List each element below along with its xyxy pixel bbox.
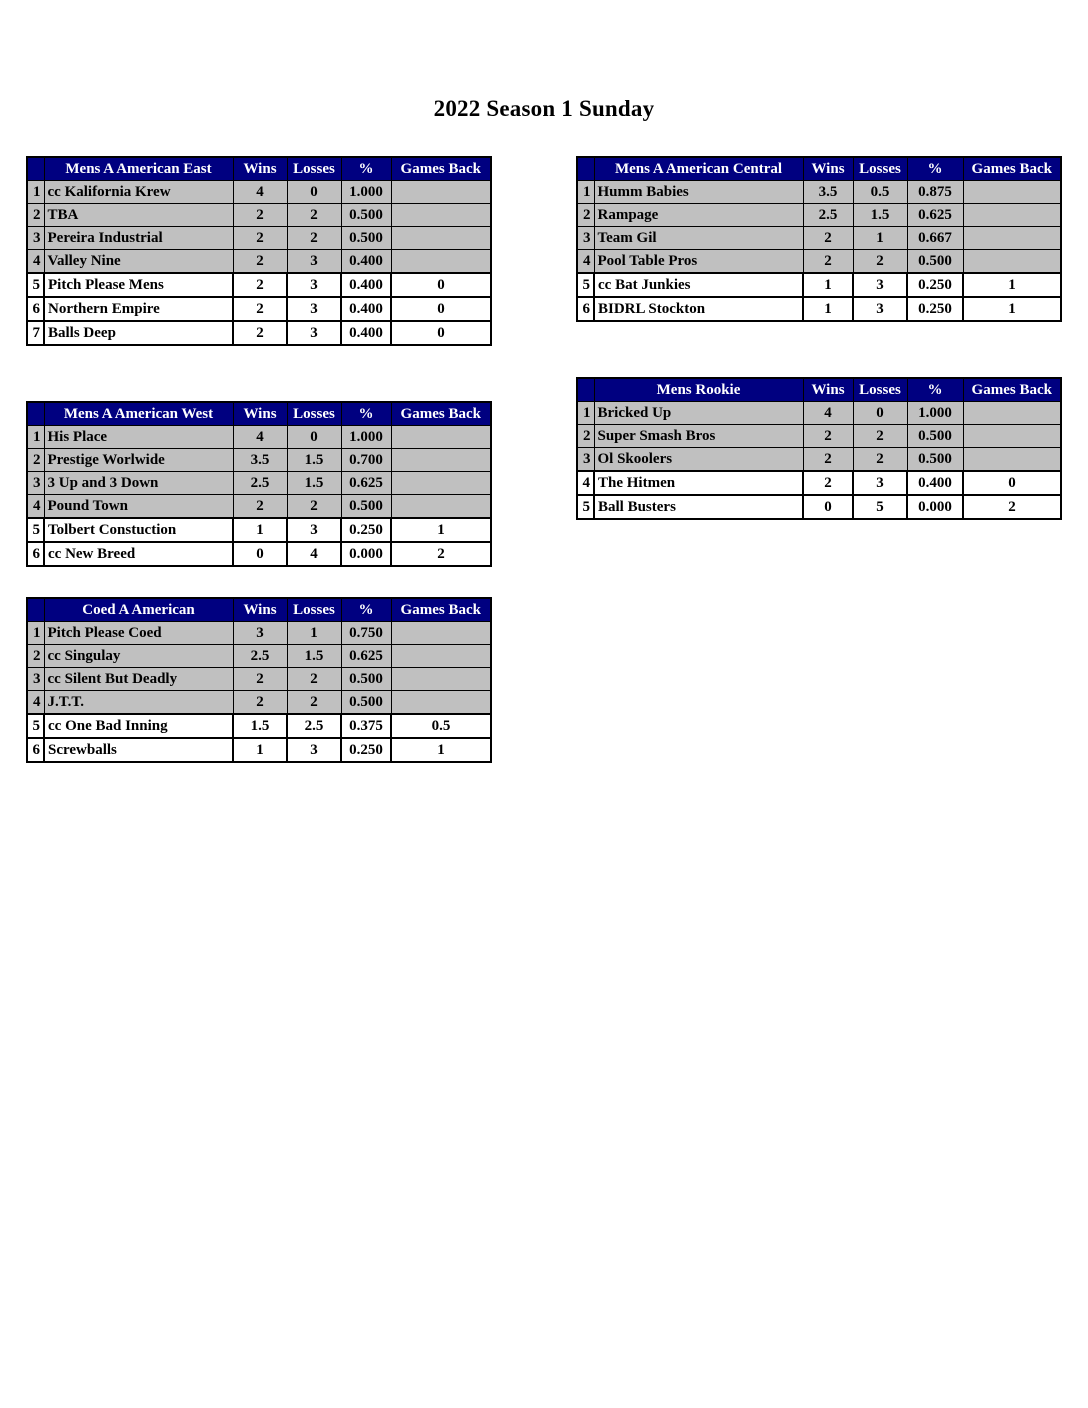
- pct-cell: 0.250: [907, 297, 963, 321]
- pct-column-header: %: [907, 378, 963, 402]
- team-name-cell: Valley Nine: [44, 250, 233, 274]
- rank-cell: 6: [27, 297, 44, 321]
- wins-column-header: Wins: [233, 402, 287, 426]
- games-back-cell: [963, 448, 1061, 472]
- team-name-cell: Pound Town: [44, 495, 233, 519]
- rank-cell: 1: [27, 622, 44, 645]
- games-back-cell: [963, 425, 1061, 448]
- team-name-cell: Ol Skoolers: [594, 448, 803, 472]
- team-name-cell: Bricked Up: [594, 402, 803, 425]
- team-name-cell: TBA: [44, 204, 233, 227]
- wins-column-header: Wins: [233, 598, 287, 622]
- wins-cell: 2.5: [803, 204, 853, 227]
- games-back-cell: 1: [963, 273, 1061, 297]
- team-row: [27, 714, 491, 738]
- wins-cell: 4: [233, 181, 287, 204]
- losses-cell: 2: [287, 204, 341, 227]
- wins-cell: 2: [233, 297, 287, 321]
- losses-cell: 3: [287, 321, 341, 345]
- losses-column-header: Losses: [853, 378, 907, 402]
- losses-cell: 3: [853, 297, 907, 321]
- rank-cell: 1: [27, 181, 44, 204]
- team-name-cell: Rampage: [594, 204, 803, 227]
- pct-column-header: %: [907, 157, 963, 181]
- wins-cell: 1: [233, 518, 287, 542]
- pct-cell: 0.000: [341, 542, 391, 566]
- team-row: [577, 227, 1061, 250]
- pct-column-header: %: [341, 402, 391, 426]
- wins-cell: 2: [233, 691, 287, 715]
- games-back-cell: 2: [963, 495, 1061, 519]
- header-row: [577, 378, 1061, 402]
- team-row: [577, 425, 1061, 448]
- team-name-cell: The Hitmen: [594, 471, 803, 495]
- losses-column-header: Losses: [287, 157, 341, 181]
- wins-column-header: Wins: [803, 157, 853, 181]
- games-back-cell: [391, 250, 491, 274]
- wins-column-header: Wins: [803, 378, 853, 402]
- team-row: [577, 471, 1061, 495]
- team-row: [577, 273, 1061, 297]
- team-name-cell: His Place: [44, 426, 233, 449]
- pct-cell: 0.625: [341, 645, 391, 668]
- team-row: [27, 204, 491, 227]
- losses-cell: 0: [287, 426, 341, 449]
- wins-cell: 3: [233, 622, 287, 645]
- team-row: [27, 181, 491, 204]
- pct-cell: 0.875: [907, 181, 963, 204]
- table-container-mens-rookie: [576, 377, 1060, 520]
- games-back-cell: [391, 472, 491, 495]
- rank-cell: 2: [27, 449, 44, 472]
- standings-table: [26, 597, 492, 763]
- pct-cell: 1.000: [341, 426, 391, 449]
- team-row: [27, 297, 491, 321]
- losses-cell: 2: [287, 691, 341, 715]
- rank-cell: 1: [27, 426, 44, 449]
- team-name-cell: cc Silent But Deadly: [44, 668, 233, 691]
- team-row: [577, 204, 1061, 227]
- rank-cell: 4: [27, 691, 44, 715]
- pct-cell: 0.375: [341, 714, 391, 738]
- games-back-cell: [391, 181, 491, 204]
- division-name: Mens A American West: [44, 402, 233, 426]
- team-row: [577, 250, 1061, 274]
- team-row: [27, 321, 491, 345]
- losses-cell: 3: [287, 738, 341, 762]
- games-back-cell: 0: [391, 297, 491, 321]
- losses-cell: 3: [853, 273, 907, 297]
- wins-cell: 3.5: [233, 449, 287, 472]
- wins-cell: 1.5: [233, 714, 287, 738]
- pct-cell: 1.000: [907, 402, 963, 425]
- team-name-cell: Balls Deep: [44, 321, 233, 345]
- pct-cell: 0.500: [907, 448, 963, 472]
- games-back-cell: 1: [391, 518, 491, 542]
- header-row: [27, 598, 491, 622]
- table-container-coed-a-american: [26, 597, 490, 763]
- pct-cell: 0.667: [907, 227, 963, 250]
- losses-cell: 2: [287, 668, 341, 691]
- games-back-cell: 1: [963, 297, 1061, 321]
- games-back-cell: [391, 227, 491, 250]
- losses-column-header: Losses: [287, 402, 341, 426]
- pct-cell: 0.750: [341, 622, 391, 645]
- standings-table: [576, 156, 1062, 322]
- page-title: 2022 Season 1 Sunday: [433, 96, 655, 121]
- games-back-column-header: Games Back: [391, 402, 491, 426]
- header-row: [577, 157, 1061, 181]
- games-back-cell: [391, 495, 491, 519]
- team-name-cell: Ball Busters: [594, 495, 803, 519]
- games-back-cell: [963, 204, 1061, 227]
- wins-cell: 2: [233, 227, 287, 250]
- games-back-column-header: Games Back: [963, 157, 1061, 181]
- games-back-column-header: Games Back: [391, 598, 491, 622]
- games-back-cell: [391, 426, 491, 449]
- wins-cell: 2: [803, 227, 853, 250]
- team-name-cell: cc Bat Junkies: [594, 273, 803, 297]
- pct-cell: 0.625: [907, 204, 963, 227]
- pct-cell: 0.250: [907, 273, 963, 297]
- losses-cell: 2.5: [287, 714, 341, 738]
- games-back-cell: [391, 645, 491, 668]
- games-back-cell: [963, 250, 1061, 274]
- wins-cell: 2: [803, 471, 853, 495]
- losses-cell: 2: [287, 495, 341, 519]
- division-name: Mens Rookie: [594, 378, 803, 402]
- team-name-cell: cc One Bad Inning: [44, 714, 233, 738]
- pct-cell: 0.500: [341, 495, 391, 519]
- team-name-cell: Super Smash Bros: [594, 425, 803, 448]
- rank-cell: 1: [577, 181, 594, 204]
- team-name-cell: Team Gil: [594, 227, 803, 250]
- team-row: [27, 645, 491, 668]
- losses-cell: 1.5: [287, 472, 341, 495]
- losses-cell: 3: [287, 297, 341, 321]
- standings-table: [576, 377, 1062, 520]
- header-row: [27, 402, 491, 426]
- wins-cell: 2: [233, 321, 287, 345]
- pct-cell: 0.250: [341, 518, 391, 542]
- wins-cell: 2: [233, 495, 287, 519]
- rank-cell: 1: [577, 402, 594, 425]
- pct-cell: 0.400: [341, 297, 391, 321]
- pct-column-header: %: [341, 598, 391, 622]
- rank-cell: 5: [577, 273, 594, 297]
- wins-cell: 4: [803, 402, 853, 425]
- division-name: Coed A American: [44, 598, 233, 622]
- team-row: [577, 448, 1061, 472]
- team-row: [577, 495, 1061, 519]
- pct-cell: 0.500: [341, 691, 391, 715]
- table-container-mens-a-american-central: [576, 156, 1060, 322]
- losses-cell: 0: [853, 402, 907, 425]
- pct-cell: 0.500: [341, 668, 391, 691]
- games-back-cell: 0: [391, 321, 491, 345]
- wins-cell: 4: [233, 426, 287, 449]
- losses-cell: 5: [853, 495, 907, 519]
- losses-cell: 1.5: [287, 645, 341, 668]
- table-container-mens-a-american-east: [26, 156, 490, 346]
- team-row: [27, 250, 491, 274]
- rank-cell: 5: [27, 714, 44, 738]
- games-back-cell: 0: [391, 273, 491, 297]
- pct-cell: 0.250: [341, 738, 391, 762]
- rank-cell: 5: [27, 273, 44, 297]
- team-name-cell: Prestige Worlwide: [44, 449, 233, 472]
- games-back-cell: [391, 668, 491, 691]
- rank-cell: 2: [577, 204, 594, 227]
- team-row: [27, 472, 491, 495]
- games-back-cell: 0: [963, 471, 1061, 495]
- rank-column-header: [27, 402, 44, 426]
- pct-cell: 0.400: [341, 321, 391, 345]
- wins-cell: 2: [233, 273, 287, 297]
- team-row: [27, 542, 491, 566]
- pct-cell: 1.000: [341, 181, 391, 204]
- table-container-mens-a-american-west: [26, 401, 490, 567]
- pct-cell: 0.500: [907, 425, 963, 448]
- wins-cell: 1: [233, 738, 287, 762]
- rank-cell: 4: [27, 495, 44, 519]
- rank-cell: 2: [27, 645, 44, 668]
- rank-cell: 7: [27, 321, 44, 345]
- rank-cell: 3: [27, 472, 44, 495]
- division-name: Mens A American East: [44, 157, 233, 181]
- rank-cell: 4: [27, 250, 44, 274]
- team-row: [27, 622, 491, 645]
- team-name-cell: Humm Babies: [594, 181, 803, 204]
- losses-column-header: Losses: [287, 598, 341, 622]
- team-row: [577, 402, 1061, 425]
- losses-column-header: Losses: [853, 157, 907, 181]
- pct-cell: 0.500: [907, 250, 963, 274]
- rank-cell: 6: [27, 542, 44, 566]
- team-row: [27, 227, 491, 250]
- pct-cell: 0.500: [341, 204, 391, 227]
- wins-cell: 2: [233, 250, 287, 274]
- team-name-cell: Screwballs: [44, 738, 233, 762]
- losses-cell: 3: [287, 273, 341, 297]
- rank-cell: 2: [27, 204, 44, 227]
- losses-cell: 1.5: [853, 204, 907, 227]
- rank-cell: 5: [27, 518, 44, 542]
- games-back-cell: [391, 622, 491, 645]
- games-back-cell: [963, 181, 1061, 204]
- wins-cell: 0: [803, 495, 853, 519]
- games-back-column-header: Games Back: [963, 378, 1061, 402]
- pct-cell: 0.400: [341, 250, 391, 274]
- team-name-cell: cc New Breed: [44, 542, 233, 566]
- team-row: [27, 691, 491, 715]
- team-row: [27, 273, 491, 297]
- team-name-cell: Tolbert Constuction: [44, 518, 233, 542]
- team-row: [27, 518, 491, 542]
- pct-cell: 0.000: [907, 495, 963, 519]
- team-name-cell: J.T.T.: [44, 691, 233, 715]
- losses-cell: 3: [853, 471, 907, 495]
- team-row: [577, 297, 1061, 321]
- games-back-cell: [391, 691, 491, 715]
- standings-table: [26, 401, 492, 567]
- wins-cell: 2: [803, 425, 853, 448]
- losses-cell: 0.5: [853, 181, 907, 204]
- rank-column-header: [577, 378, 594, 402]
- pct-cell: 0.700: [341, 449, 391, 472]
- rank-cell: 4: [577, 471, 594, 495]
- wins-cell: 1: [803, 297, 853, 321]
- games-back-cell: [391, 449, 491, 472]
- wins-cell: 1: [803, 273, 853, 297]
- wins-cell: 2: [233, 204, 287, 227]
- rank-cell: 3: [27, 227, 44, 250]
- wins-cell: 2: [233, 668, 287, 691]
- games-back-cell: 0.5: [391, 714, 491, 738]
- rank-cell: 5: [577, 495, 594, 519]
- losses-cell: 2: [287, 227, 341, 250]
- team-row: [27, 449, 491, 472]
- rank-cell: 3: [27, 668, 44, 691]
- losses-cell: 0: [287, 181, 341, 204]
- team-name-cell: 3 Up and 3 Down: [44, 472, 233, 495]
- rank-cell: 6: [27, 738, 44, 762]
- wins-cell: 3.5: [803, 181, 853, 204]
- rank-cell: 3: [577, 448, 594, 472]
- team-row: [27, 495, 491, 519]
- pct-cell: 0.400: [341, 273, 391, 297]
- losses-cell: 3: [287, 518, 341, 542]
- team-name-cell: Pitch Please Coed: [44, 622, 233, 645]
- rank-column-header: [577, 157, 594, 181]
- rank-column-header: [27, 157, 44, 181]
- rank-column-header: [27, 598, 44, 622]
- rank-cell: 3: [577, 227, 594, 250]
- wins-cell: 2.5: [233, 645, 287, 668]
- team-row: [577, 181, 1061, 204]
- rank-cell: 2: [577, 425, 594, 448]
- losses-cell: 1.5: [287, 449, 341, 472]
- standings-table: [26, 156, 492, 346]
- losses-cell: 2: [853, 425, 907, 448]
- team-name-cell: Pool Table Pros: [594, 250, 803, 274]
- wins-cell: 0: [233, 542, 287, 566]
- team-name-cell: cc Kalifornia Krew: [44, 181, 233, 204]
- team-name-cell: Pitch Please Mens: [44, 273, 233, 297]
- losses-cell: 1: [287, 622, 341, 645]
- wins-cell: 2.5: [233, 472, 287, 495]
- header-row: [27, 157, 491, 181]
- wins-column-header: Wins: [233, 157, 287, 181]
- games-back-cell: 2: [391, 542, 491, 566]
- losses-cell: 2: [853, 250, 907, 274]
- team-name-cell: BIDRL Stockton: [594, 297, 803, 321]
- rank-cell: 4: [577, 250, 594, 274]
- team-name-cell: Pereira Industrial: [44, 227, 233, 250]
- division-name: Mens A American Central: [594, 157, 803, 181]
- losses-cell: 2: [853, 448, 907, 472]
- team-name-cell: Northern Empire: [44, 297, 233, 321]
- losses-cell: 3: [287, 250, 341, 274]
- pct-cell: 0.625: [341, 472, 391, 495]
- wins-cell: 2: [803, 250, 853, 274]
- games-back-column-header: Games Back: [391, 157, 491, 181]
- games-back-cell: [963, 227, 1061, 250]
- losses-cell: 4: [287, 542, 341, 566]
- wins-cell: 2: [803, 448, 853, 472]
- losses-cell: 1: [853, 227, 907, 250]
- pct-cell: 0.400: [907, 471, 963, 495]
- team-row: [27, 668, 491, 691]
- pct-cell: 0.500: [341, 227, 391, 250]
- pct-column-header: %: [341, 157, 391, 181]
- rank-cell: 6: [577, 297, 594, 321]
- games-back-cell: [391, 204, 491, 227]
- team-row: [27, 738, 491, 762]
- games-back-cell: [963, 402, 1061, 425]
- team-row: [27, 426, 491, 449]
- team-name-cell: cc Singulay: [44, 645, 233, 668]
- games-back-cell: 1: [391, 738, 491, 762]
